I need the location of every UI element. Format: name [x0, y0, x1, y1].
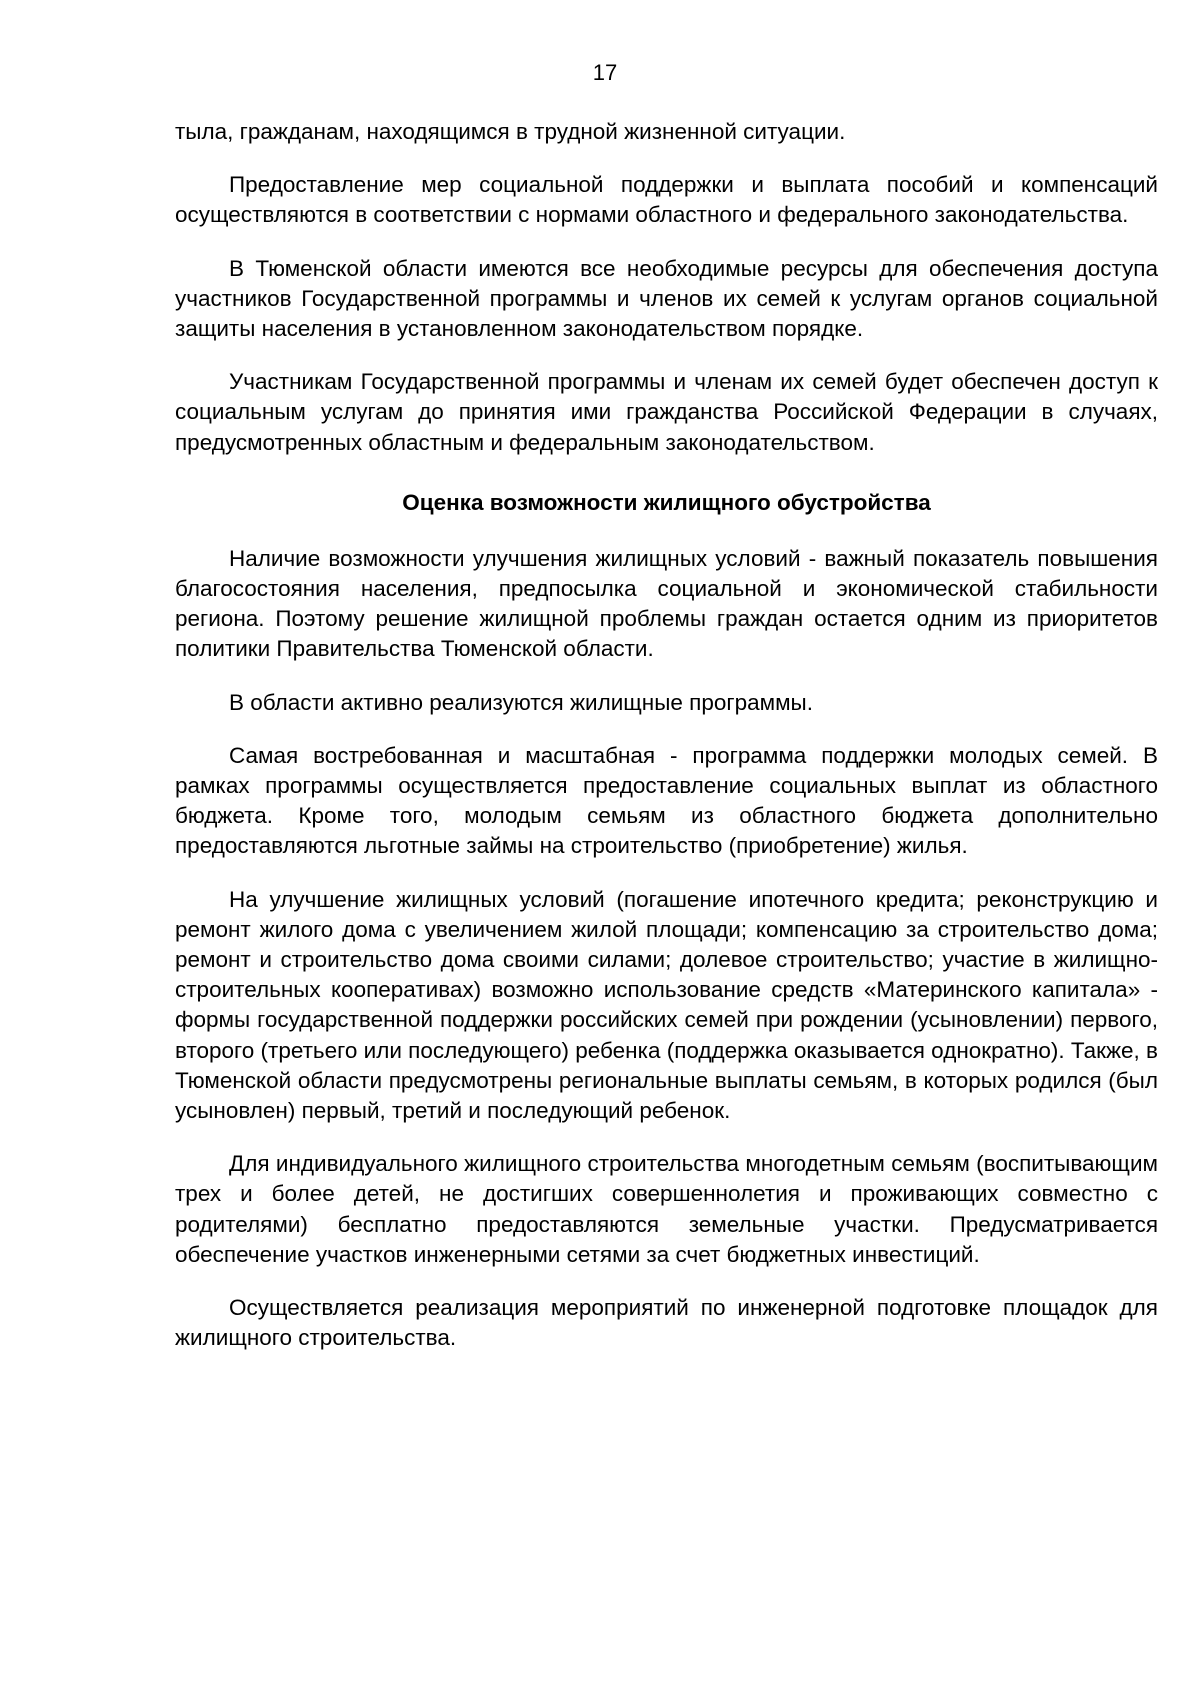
paragraph-large-families: Для индивидуального жилищного строительства многодетным семьям (воспитывающим трех и более детей, не достигших совершеннолетия и проживающих совместно с родителями) бесплатно предоставляются земельные участки. Предусматривается обеспечение участков инженерными сетями за счет бюджетных инвестиций. — [175, 1151, 1158, 1267]
section-heading: Оценка возможности жилищного обустройства — [402, 489, 931, 515]
document-body — [175, 117, 1158, 1377]
paragraph-maternity-capital: На улучшение жилищных условий (погашение ипотечного кредита; реконструкцию и ремонт жилого дома с увеличением жилой площади; компенсацию за строительство дома; ремонт и строительство дома своими силами; долевое строительство; участие в жилищно-строительных кооперативах) возможно использование средств «Материнского капитала» - формы государственной поддержки российских семей при рождении (усыновлении) первого, второго (третьего или последующего) ребенка (поддержка оказывается однократно). Также, в Тюменской области предусмотрены региональные выплаты семьям, в которых родился (был усыновлен) первый, третий и последующий ребенок. — [175, 886, 1158, 1124]
paragraph-continuation: тыла, гражданам, находящимся в трудной жизненной ситуации. — [175, 119, 846, 144]
paragraph-social-support: Предоставление мер социальной поддержки и выплата пособий и компенсаций осуществляются в соответствии с нормами областного и федерального законодательства. — [175, 172, 1158, 228]
paragraph-housing-importance: Наличие возможности улучшения жилищных условий - важный показатель повышения благосостояния населения, предпосылка социальной и экономической стабильности региона. Поэтому решение жилищной проблемы граждан остается одним из приоритетов политики Правительства Тюменской области. — [175, 545, 1158, 662]
paragraph-engineering-prep: Осуществляется реализация мероприятий по инженерной подготовке площадок для жилищного строительства. — [175, 1295, 1158, 1351]
paragraph-access-services: Участникам Государственной программы и членам их семей будет обеспечен доступ к социальным услугам до принятия ими гражданства Российской Федерации в случаях, предусмотренных областным и федеральным законодательством. — [175, 369, 1158, 455]
paragraph-housing-programs: В области активно реализуются жилищные программы. — [229, 689, 813, 715]
paragraph-young-families: Самая востребованная и масштабная - программа поддержки молодых семей. В рамках программы осуществляется предоставление социальных выплат из областного бюджета. Кроме того, молодым семьям из областного бюджета дополнительно предоставляются льготные займы на строительство (приобретение) жилья. — [175, 742, 1158, 859]
paragraph-resources: В Тюменской области имеются все необходимые ресурсы для обеспечения доступа участников Государственной программы и членов их семей к услугам органов социальной защиты населения в установленном законодательством порядке. — [175, 255, 1158, 342]
page-number: 17 — [592, 60, 618, 85]
